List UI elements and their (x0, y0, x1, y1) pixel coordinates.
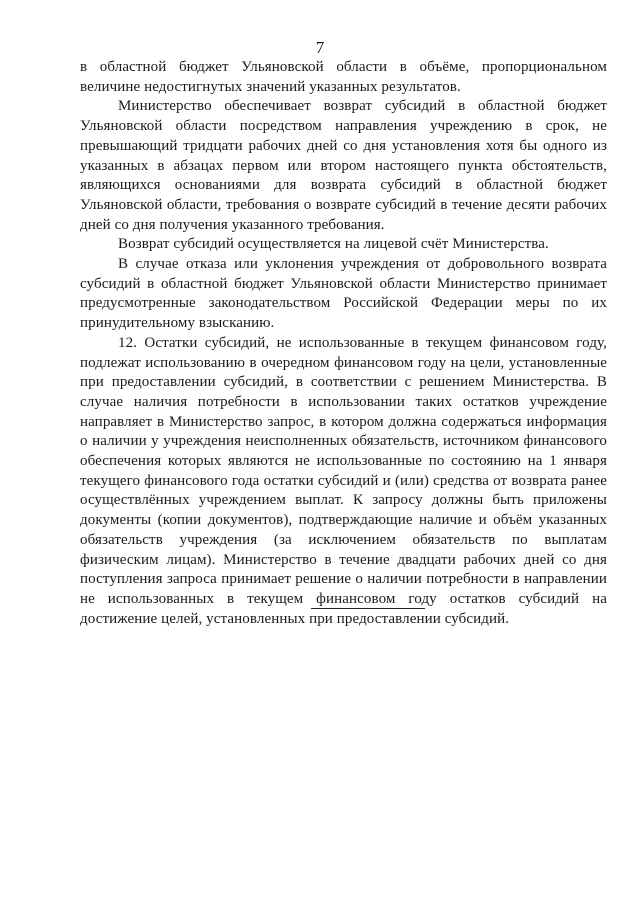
paragraph-forced-recovery: В случае отказа или уклонения учреждения от добровольного возврата субсидий в областной бюджет Ульяновской области Министерство принимает предусмотренные законодательством Российской Федерации меры по их принудительному взысканию. (80, 256, 607, 332)
paragraph-item-12-balances: 12. Остатки субсидий, не использованные в текущем финансовом году, подлежат использованию в очередном финансовом году на цели, установленные при предоставлении субсидий, в соответствии с решением Министерства. В случае наличия потребности в использовании таких остатков учреждение направляет в Министерство запрос, в котором должна содержаться информация о наличии у учреждения неисполненных обязательств, источником финансового обеспечения которых являются не использованные по состоянию на 1 января текущего финансового года остатки субсидий и (или) средства от возврата ранее осуществлённых учреждением выплат. К запросу должны быть приложены документы (копии документов), подтверждающие наличие и объём указанных обязательств учреждения (за исключением обязательств по выплатам физическим лицам). Министерство в течение двадцати рабочих дней со дня поступления запроса принимает решение о наличии потребности в направлении не использованных в текущем финансовом году остатков субсидий на достижение целей, установленных при предоставлении субсидий. (80, 334, 607, 627)
paragraph-continuation: в областной бюджет Ульяновской области в объёме, пропорциональном величине недостигнутых значений указанных результатов. (80, 59, 607, 95)
paragraph-refund-account: Возврат субсидий осуществляется на лицевой счёт Министерства. (118, 236, 549, 253)
paragraph-refund-procedure: Министерство обеспечивает возврат субсидий в областной бюджет Ульяновской области посредством направления учреждению в срок, не превышающий тридцати рабочих дней со дня установления хотя бы одного из указанных в абзацах первом или втором настоящего пункта обстоятельств, являющихся основаниями для возврата субсидий в областной бюджет Ульяновской области, требования о возврате субсидий в течение десяти рабочих дней со дня получения указанного требования. (80, 98, 607, 233)
end-of-document-line (311, 608, 425, 609)
document-body (80, 58, 607, 629)
page-number: 7 (315, 38, 325, 57)
